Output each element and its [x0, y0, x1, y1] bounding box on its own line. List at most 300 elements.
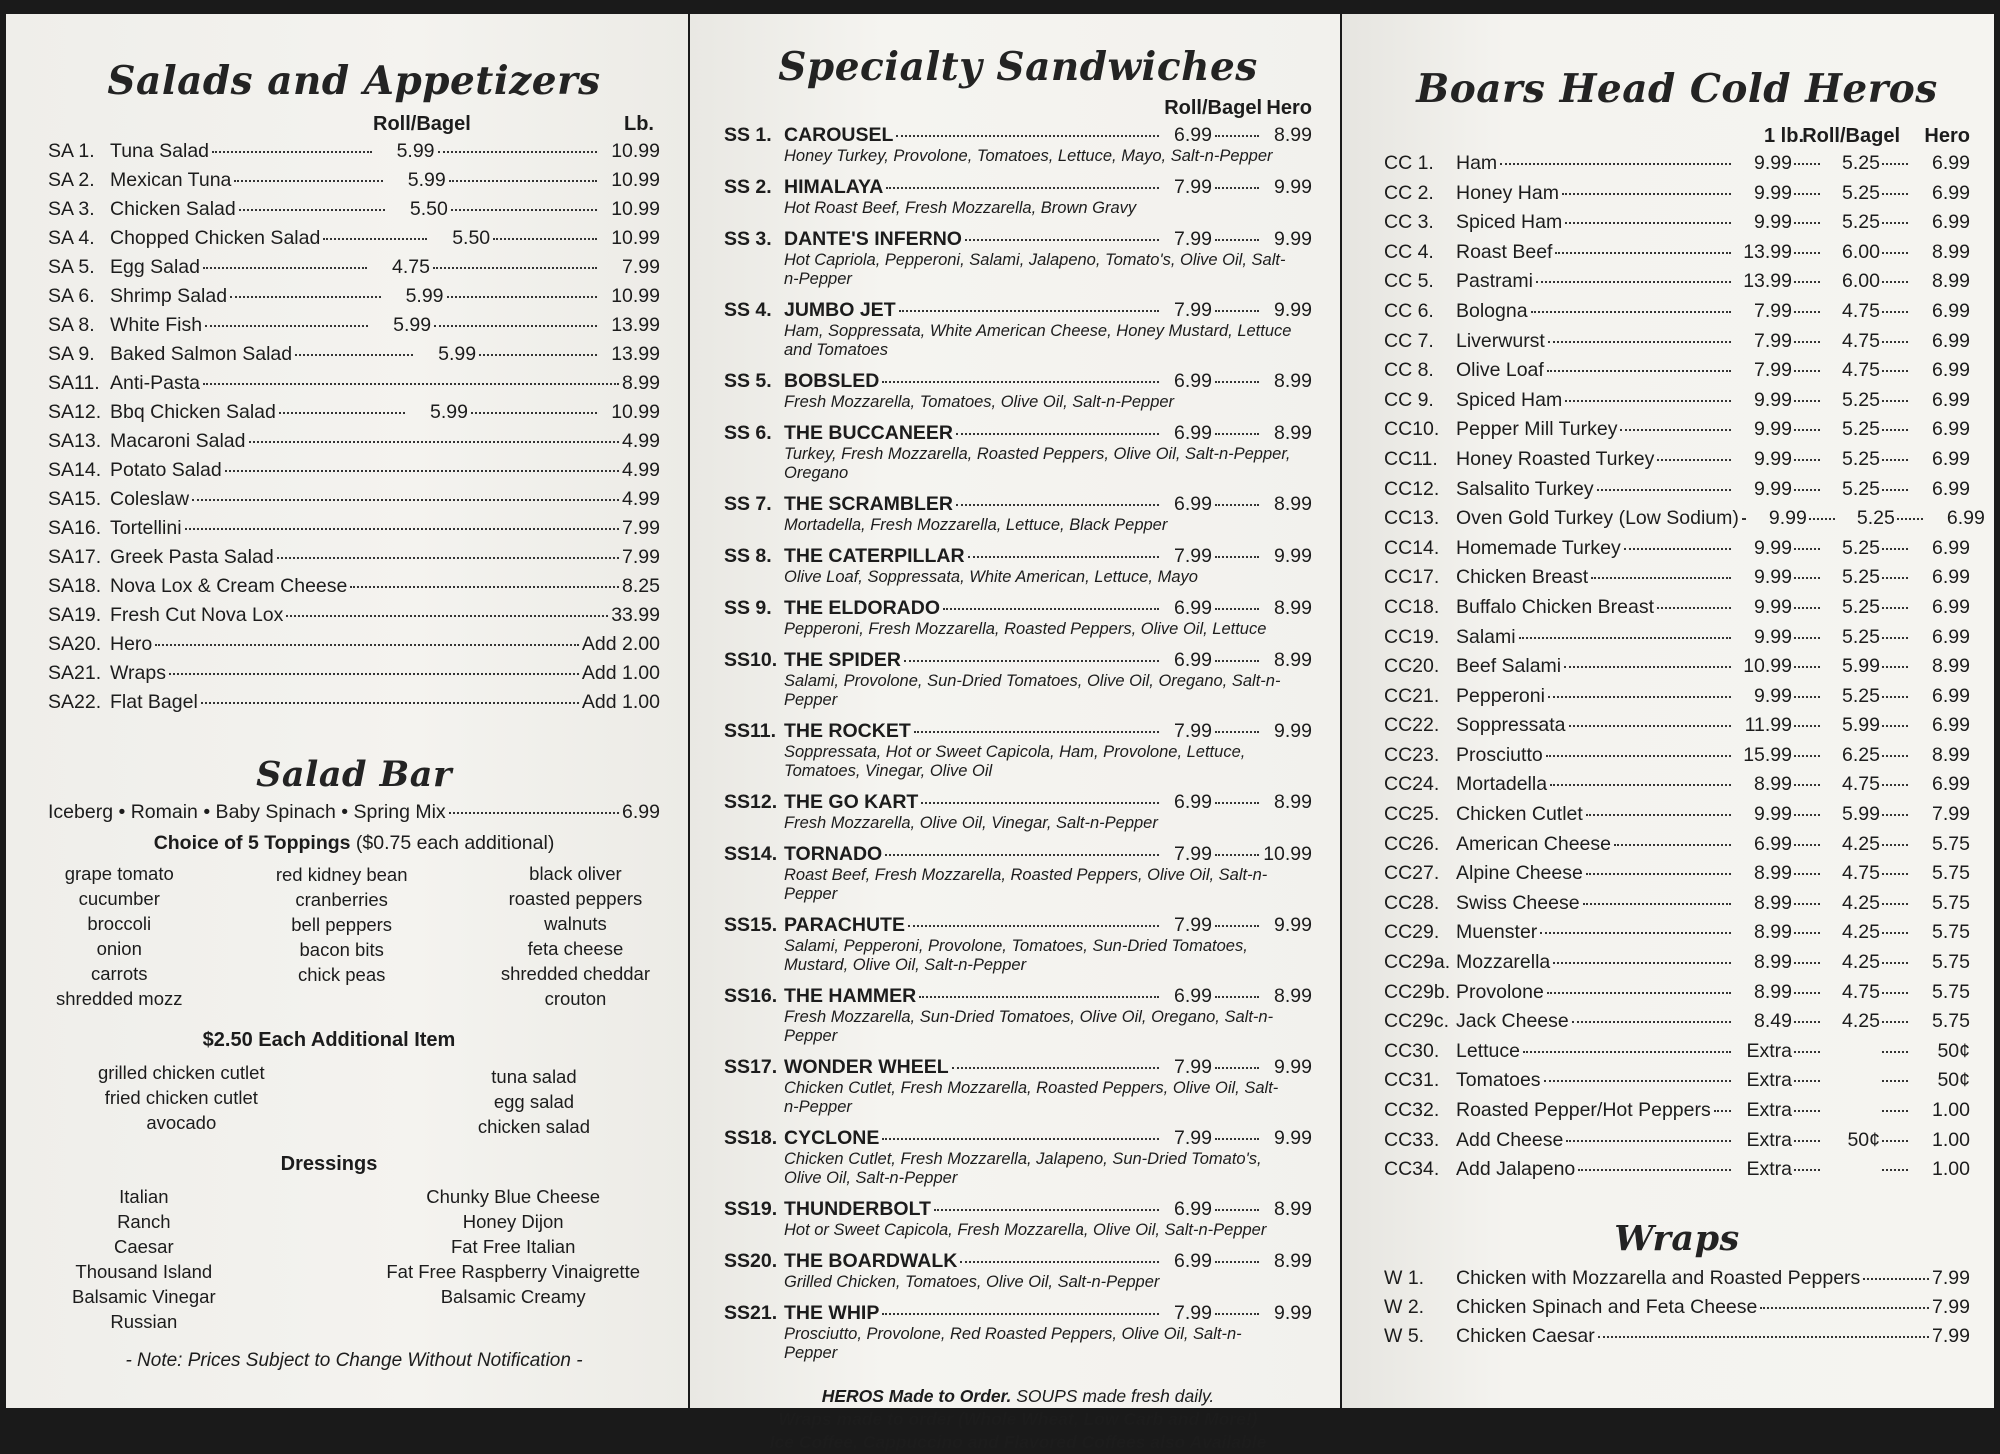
list-entry: Fat Free Italian [450, 1236, 576, 1257]
additional-col-1 [98, 1060, 265, 1139]
leader-dots [1523, 1051, 1731, 1053]
leader-dots [1809, 518, 1835, 520]
price-hero: 10.99 [1263, 843, 1312, 865]
price-roll: 6.00 [1842, 240, 1880, 263]
item-name: Beef Salami [1456, 655, 1562, 678]
leader-dots [1882, 903, 1908, 905]
item-code: CC33. [1384, 1128, 1440, 1151]
price-roll: 4.75 [1842, 773, 1880, 796]
price-lb: 7.99 [622, 546, 660, 568]
price-hero: 50¢ [1937, 1039, 1970, 1062]
item-code: SS 1. [724, 124, 772, 146]
item-code: CC32. [1384, 1099, 1440, 1121]
price-roll: 7.99 [1174, 228, 1212, 250]
price-hero: 9.99 [1274, 1127, 1312, 1149]
item-code: SA 1. [48, 140, 95, 162]
leader-dots [1547, 370, 1731, 372]
leader-dots [1597, 489, 1731, 491]
salad-bar-price: 6.99 [622, 801, 660, 823]
sandwich-row [724, 545, 1312, 568]
item-code: CC30. [1384, 1039, 1440, 1062]
leader-dots [1882, 873, 1908, 875]
price-lb: 7.99 [622, 517, 660, 539]
leader-dots [956, 433, 1159, 435]
item-description: Grilled Chicken, Tomatoes, Olive Oil, Salt-n-Pepper [784, 1273, 1160, 1291]
leader-dots [1794, 429, 1820, 431]
leader-dots [1882, 784, 1908, 786]
wraps-title: Wraps [1614, 1217, 1740, 1259]
leader-dots [1562, 193, 1731, 195]
leader-dots [882, 1313, 1159, 1315]
leader-dots [1215, 239, 1259, 241]
leader-dots [1882, 222, 1908, 224]
item-name: Honey Roasted Turkey [1456, 447, 1655, 470]
price-hero: 8.99 [1274, 422, 1312, 444]
menu-row [1384, 507, 1985, 537]
leader-dots [1742, 518, 1746, 520]
item-name: Salsalito Turkey [1456, 477, 1594, 500]
sandwich-item [724, 370, 1312, 412]
price-roll: 4.25 [1842, 832, 1880, 855]
leader-dots [965, 239, 1159, 241]
leader-dots [1882, 844, 1908, 846]
item-code: CC29c. [1384, 1010, 1450, 1033]
leader-dots [1583, 903, 1731, 905]
leader-dots [1598, 1336, 1929, 1338]
salads-column-header [48, 104, 660, 140]
price-hero: 9.99 [1274, 228, 1312, 250]
item-code: SS 6. [724, 422, 772, 444]
price-roll: 7.99 [1174, 1056, 1212, 1078]
price-roll: 5.25 [1842, 477, 1880, 500]
menu-row [1384, 1069, 1970, 1099]
leader-dots [1882, 814, 1908, 816]
price-roll: 4.75 [1842, 299, 1880, 322]
item-code: CC29b. [1384, 980, 1451, 1003]
item-name: Mozzarella [1456, 951, 1551, 974]
item-code: CC 2. [1384, 181, 1434, 204]
leader-dots [1882, 992, 1908, 994]
sandwich-row [724, 649, 1312, 672]
leader-dots [1215, 660, 1259, 662]
leader-dots [1882, 1140, 1908, 1142]
price-hero: 6.99 [1932, 773, 1970, 796]
leader-dots [908, 925, 1159, 927]
sandwich-item [724, 1302, 1312, 1363]
dressings-grid [48, 1184, 660, 1334]
item-code: CC14. [1384, 536, 1440, 559]
leader-dots [904, 660, 1159, 662]
toppings-choice: Choice of 5 Toppings [153, 832, 351, 854]
leader-dots [1550, 784, 1731, 786]
item-name: Spiced Ham [1456, 211, 1563, 234]
leader-dots [1882, 666, 1908, 668]
list-entry: Ranch [117, 1211, 171, 1232]
menu-row [1384, 892, 1970, 922]
sandwich-item [724, 1250, 1312, 1292]
item-name: Honey Ham [1456, 181, 1559, 204]
list-entry: shredded cheddar [500, 963, 650, 984]
leader-dots [1215, 556, 1259, 558]
item-code: SA 8. [48, 314, 95, 336]
price-hero: 6.99 [1932, 625, 1970, 648]
wrap-row [1384, 1296, 1970, 1325]
item-description: Hot or Sweet Capicola, Fresh Mozzarella, Olive Oil, Salt-n-Pepper [784, 1221, 1267, 1239]
dressings-title: Dressings [280, 1153, 378, 1175]
leader-dots [1882, 370, 1908, 372]
leader-dots [921, 802, 1159, 804]
list-entry: walnuts [544, 913, 607, 934]
leader-dots [1882, 1080, 1908, 1082]
menu-row [1384, 1010, 1970, 1040]
leader-dots [1565, 400, 1731, 402]
leader-dots [1882, 252, 1908, 254]
dressings-col-1 [72, 1184, 216, 1334]
menu-row [1384, 744, 1970, 774]
list-entry: roasted peppers [508, 888, 643, 909]
price-roll: 5.99 [1842, 714, 1880, 737]
item-code: SS 9. [724, 597, 772, 619]
price-roll: 5.25 [1842, 447, 1880, 470]
price-hero: 9.99 [1274, 545, 1312, 567]
leader-dots [1215, 925, 1259, 927]
price-hero: 5.75 [1932, 980, 1970, 1003]
price-roll: 7.99 [1174, 914, 1212, 936]
leader-dots [1794, 637, 1820, 639]
price-lb: 4.99 [622, 459, 660, 481]
leader-dots [1620, 429, 1731, 431]
leader-dots [1882, 281, 1908, 283]
sandwich-item [724, 649, 1312, 710]
sandwich-row [724, 720, 1312, 743]
item-code: CC19. [1384, 625, 1440, 648]
leader-dots [1882, 1169, 1908, 1171]
item-name: THE WHIP [784, 1302, 880, 1324]
price-hero: 6.99 [1932, 447, 1970, 470]
leader-dots [1794, 1021, 1820, 1023]
cold-heros-col-lb: 1 lb. [1763, 125, 1804, 147]
footer-heros: HEROS Made to Order. [821, 1386, 1012, 1406]
item-code: CC25. [1384, 803, 1440, 826]
price-hero: 6.99 [1932, 152, 1970, 174]
additional-title: $2.50 Each Additional Item [202, 1029, 456, 1051]
leader-dots [1215, 1313, 1259, 1315]
leader-dots [1794, 607, 1820, 609]
price-roll: 5.25 [1842, 625, 1880, 648]
sandwich-item [724, 124, 1312, 166]
item-name: Bbq Chicken Salad [110, 401, 276, 423]
leader-dots [1760, 1307, 1929, 1309]
price-roll: 7.99 [1174, 843, 1212, 865]
sandwich-row [724, 1302, 1312, 1325]
list-entry: Balsamic Creamy [440, 1286, 586, 1307]
price-hero: 6.99 [1932, 536, 1970, 559]
price-roll: 5.25 [1842, 181, 1880, 204]
price-lb: Add 1.00 [581, 662, 660, 684]
menu-row [1384, 626, 1970, 656]
item-name: Chicken with Mozzarella and Roasted Peppers [1456, 1266, 1861, 1289]
leader-dots [1794, 311, 1820, 313]
leader-dots [882, 1138, 1159, 1140]
item-name: Buffalo Chicken Breast [1456, 595, 1654, 618]
item-name: Chicken Salad [110, 198, 236, 220]
item-name: Chicken Breast [1456, 566, 1589, 589]
item-name: THE SCRAMBLER [784, 493, 953, 515]
price-roll: 6.00 [1842, 270, 1880, 293]
item-name: Greek Pasta Salad [110, 546, 274, 568]
item-name: Tuna Salad [110, 140, 210, 162]
item-code: CC24. [1384, 773, 1440, 796]
item-code: SA 4. [48, 227, 95, 249]
additional-col-2 [478, 1060, 590, 1139]
menu-row [1384, 833, 1970, 863]
leader-dots [1548, 341, 1731, 343]
menu-row [1384, 596, 1970, 626]
leader-dots [1519, 637, 1731, 639]
price-roll: 7.99 [1174, 1127, 1212, 1149]
item-name: Flat Bagel [110, 691, 198, 713]
item-code: SS 7. [724, 493, 772, 515]
item-name: THE BUCCANEER [784, 422, 954, 444]
leader-dots [1794, 400, 1820, 402]
price-lb: 9.99 [1754, 211, 1792, 234]
price-lb: 10.99 [611, 285, 660, 307]
item-code: CC34. [1384, 1158, 1440, 1181]
item-name: Nova Lox & Cream Cheese [110, 575, 348, 597]
price-roll: 50¢ [1847, 1128, 1880, 1151]
item-code: SS 5. [724, 370, 772, 392]
price-roll: 6.99 [1174, 124, 1212, 146]
item-code: SA17. [48, 546, 102, 568]
leader-dots [1882, 459, 1908, 461]
item-code: SA18. [48, 575, 102, 597]
item-name: HIMALAYA [784, 176, 884, 198]
price-roll: 5.25 [1842, 566, 1880, 589]
item-name: Swiss Cheese [1456, 891, 1580, 914]
leader-dots [239, 209, 385, 211]
footer-line-1 [724, 1385, 1312, 1408]
price-hero: 8.99 [1274, 124, 1312, 146]
menu-row [1384, 566, 1970, 596]
price-roll: 4.75 [1842, 359, 1880, 382]
leader-dots [230, 296, 380, 298]
toppings-col-1 [56, 861, 182, 1011]
item-code: CC31. [1384, 1069, 1440, 1092]
sandwich-item [724, 228, 1312, 289]
leader-dots [956, 504, 1159, 506]
menu-row [1384, 1129, 1970, 1159]
price-lb: Add 2.00 [581, 633, 660, 655]
menu-row [48, 604, 660, 633]
item-code: SS10. [724, 649, 778, 671]
price-lb: 13.99 [1743, 270, 1792, 293]
leader-dots [1794, 666, 1820, 668]
item-name: Liverwurst [1456, 329, 1545, 352]
item-name: Alpine Cheese [1456, 862, 1583, 885]
leader-dots [1215, 135, 1259, 137]
leader-dots [1794, 1169, 1820, 1171]
list-entry: Balsamic Vinegar [72, 1286, 216, 1307]
item-code: SA 3. [48, 198, 95, 220]
price-note: - Note: Prices Subject to Change Without Notification - [125, 1350, 583, 1371]
leader-dots [1531, 311, 1731, 313]
leader-dots [1794, 459, 1820, 461]
leader-dots [1544, 1080, 1731, 1082]
sandwich-row [724, 1250, 1312, 1273]
salad-bar-title: Salad Bar [256, 754, 452, 795]
price-lb: 9.99 [1754, 803, 1792, 826]
item-name: THE SPIDER [784, 649, 902, 671]
leader-dots [1794, 252, 1820, 254]
menu-row [1384, 211, 1970, 241]
list-entry: crouton [544, 988, 607, 1009]
leader-dots [1546, 755, 1731, 757]
leader-dots [1500, 163, 1731, 165]
sandwich-item [724, 493, 1312, 535]
price-roll: 6.99 [1174, 370, 1212, 392]
leader-dots [1794, 844, 1820, 846]
item-description: Pepperoni, Fresh Mozzarella, Roasted Peppers, Olive Oil, Lettuce [784, 620, 1267, 638]
price-roll: 5.25 [1842, 595, 1880, 618]
price-roll: 5.50 [452, 227, 491, 249]
leader-dots [212, 151, 372, 153]
price-roll: 5.99 [393, 314, 432, 336]
price-lb: 8.25 [622, 575, 660, 597]
list-entry: Caesar [113, 1236, 174, 1257]
menu-row [1384, 921, 1970, 951]
list-entry: Chunky Blue Cheese [426, 1186, 601, 1207]
price-roll: 6.99 [1174, 1250, 1212, 1272]
leader-dots [1714, 1110, 1731, 1112]
leader-dots [1882, 489, 1908, 491]
price-lb: 9.99 [1754, 388, 1792, 411]
leader-dots [1794, 163, 1820, 165]
price-roll: 4.25 [1842, 891, 1880, 914]
item-name: Coleslaw [110, 488, 190, 510]
leader-dots [1882, 577, 1908, 579]
leader-dots [155, 644, 579, 646]
item-description: Fresh Mozzarella, Sun-Dried Tomatoes, Olive Oil, Oregano, Salt-n-Pepper [784, 1008, 1274, 1045]
price-lb: 8.99 [1754, 773, 1792, 796]
toppings-col-2 [276, 861, 408, 1011]
leader-dots [438, 151, 598, 153]
sandwich-row [724, 176, 1312, 199]
item-name: Wraps [110, 662, 166, 684]
dressings-col-2 [386, 1184, 640, 1334]
cold-heros-list [1384, 152, 1985, 1188]
salad-bar-greens: Iceberg • Romain • Baby Spinach • Spring Mix [48, 801, 446, 823]
item-code: SS12. [724, 791, 778, 813]
leader-dots [1794, 932, 1820, 934]
leader-dots [1882, 1051, 1908, 1053]
sandwiches-footer [724, 1385, 1312, 1454]
item-name: Mexican Tuna [110, 169, 232, 191]
price-lb: 7.99 [622, 256, 660, 278]
leader-dots [1794, 903, 1820, 905]
leader-dots [1882, 755, 1908, 757]
price-roll: 7.99 [1174, 720, 1212, 742]
salads-title: Salads and Appetizers [107, 58, 601, 104]
price-roll: 6.25 [1842, 743, 1880, 766]
leader-dots [1794, 725, 1820, 727]
price-lb: 8.99 [1754, 862, 1792, 885]
menu-row [48, 488, 660, 517]
item-code: SS14. [724, 843, 778, 865]
item-description: Hot Capriola, Pepperoni, Salami, Jalapeno, Tomato's, Olive Oil, Salt-n-Pepper [784, 251, 1286, 288]
item-code: W 1. [1384, 1266, 1425, 1289]
price-lb: Extra [1746, 1099, 1792, 1121]
item-name: Add Jalapeno [1456, 1158, 1576, 1181]
leader-dots [1794, 1110, 1820, 1112]
price-lb: 15.99 [1743, 743, 1792, 766]
sandwich-row [724, 1127, 1312, 1150]
footer-soups: SOUPS made fresh daily. [1011, 1386, 1215, 1406]
item-name: Pastrami [1456, 270, 1533, 293]
price-roll: 5.99 [405, 285, 444, 307]
menu-row [1384, 152, 1970, 182]
price-hero: 6.99 [1932, 477, 1970, 500]
list-entry: avocado [146, 1112, 217, 1133]
price-lb: Add 1.00 [581, 691, 660, 713]
salads-col-roll: Roll/Bagel [373, 113, 471, 135]
leader-dots [1657, 459, 1731, 461]
leader-dots [1215, 1067, 1259, 1069]
price-roll: 6.99 [1174, 649, 1212, 671]
item-code: SA11. [48, 372, 100, 394]
menu-row [48, 285, 660, 314]
price-roll: 5.99 [396, 140, 435, 162]
item-code: CC13. [1384, 507, 1440, 530]
sandwich-item [724, 176, 1312, 218]
item-name: Pepperoni [1456, 684, 1545, 707]
price-hero: 5.75 [1932, 891, 1970, 914]
price-hero: 8.99 [1932, 270, 1970, 293]
item-name: THE HAMMER [784, 985, 917, 1007]
item-code: SA 5. [48, 256, 95, 278]
item-name: CYCLONE [784, 1127, 880, 1149]
leader-dots [1882, 400, 1908, 402]
item-name: Macaroni Salad [110, 430, 246, 452]
item-name: Egg Salad [110, 256, 200, 278]
menu-row [48, 662, 660, 691]
list-entry: chicken salad [477, 1116, 590, 1137]
sandwiches-column-header [724, 90, 1312, 124]
leader-dots [1882, 341, 1908, 343]
leader-dots [277, 557, 619, 559]
list-entry: cranberries [295, 889, 388, 910]
footer-line-3: Ice Coffee, Cappuccino and Flavored Coffees also Available [769, 1432, 1267, 1452]
menu-row [48, 401, 660, 430]
price-roll: 7.99 [1174, 1302, 1212, 1324]
item-code: W 5. [1384, 1324, 1425, 1347]
leader-dots [1882, 932, 1908, 934]
leader-dots [896, 135, 1159, 137]
leader-dots [451, 209, 597, 211]
item-name: Roasted Pepper/Hot Peppers [1456, 1099, 1711, 1121]
item-name: THE ELDORADO [784, 597, 940, 619]
price-hero: 9.99 [1274, 720, 1312, 742]
leader-dots [1215, 381, 1259, 383]
price-hero: 8.99 [1274, 597, 1312, 619]
price-lb: 10.99 [1743, 655, 1792, 678]
item-description: Chicken Cutlet, Fresh Mozzarella, Roasted Peppers, Olive Oil, Salt-n-Pepper [784, 1079, 1279, 1116]
price-hero: 9.99 [1274, 299, 1312, 321]
sandwich-item [724, 791, 1312, 833]
sandwich-row [724, 299, 1312, 322]
price-lb: Extra [1746, 1128, 1792, 1151]
item-code: SA19. [48, 604, 102, 626]
sandwich-item [724, 545, 1312, 587]
